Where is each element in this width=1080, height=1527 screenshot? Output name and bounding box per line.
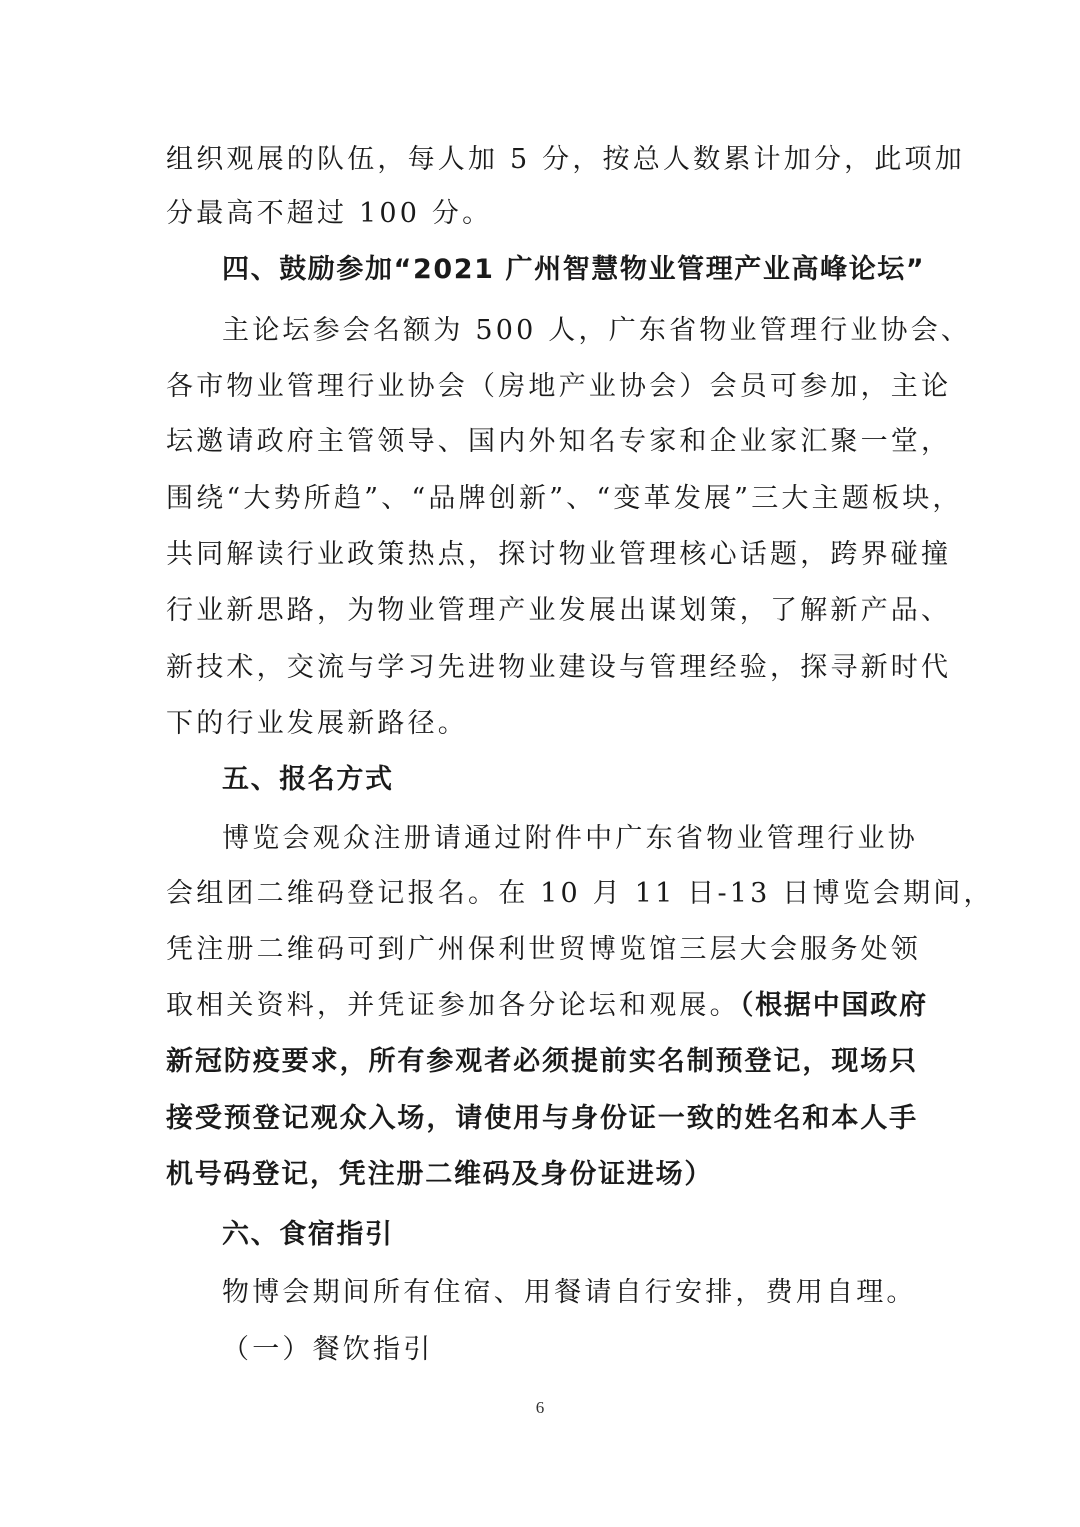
paragraph-line: 主论坛参会名额为 500 人，广东省物业管理行业协会、 <box>222 315 972 346</box>
paragraph-line: 博览会观众注册请通过附件中广东省物业管理行业协 <box>222 823 918 854</box>
normal-text: 取相关资料，并凭证参加各分论坛和观展。 <box>166 990 740 1021</box>
paragraph-line: 物博会期间所有住宿、用餐请自行安排，费用自理。 <box>222 1277 917 1308</box>
subsection-heading: （一）餐饮指引 <box>222 1334 434 1365</box>
paragraph-line: 围绕“大势所趋”、“品牌创新”、“变革发展”三大主题板块， <box>166 483 963 514</box>
section-heading-4: 四、鼓励参加“2021 广州智慧物业管理产业高峰论坛” <box>222 254 926 285</box>
page-number: 6 <box>535 1398 545 1417</box>
paragraph-line: 新技术，交流与学习先进物业建设与管理经验，探寻新时代 <box>166 652 952 683</box>
paragraph-line: 共同解读行业政策热点，探讨物业管理核心话题，跨界碰撞 <box>166 539 952 570</box>
bold-text: （根据中国政府 <box>739 990 928 1021</box>
paragraph-line: 组织观展的队伍，每人加 5 分，按总人数累计加分，此项加 <box>166 144 965 175</box>
paragraph-line-mixed <box>166 988 928 1024</box>
paragraph-line: 各市物业管理行业协会（房地产业协会）会员可参加，主论 <box>166 371 952 402</box>
bold-paragraph-line: 新冠防疫要求，所有参观者必须提前实名制预登记，现场只 <box>166 1046 918 1077</box>
bold-paragraph-line: 机号码登记，凭注册二维码及身份证进场） <box>166 1159 714 1190</box>
paragraph-line: 行业新思路，为物业管理产业发展出谋划策，了解新产品、 <box>166 595 952 626</box>
paragraph-line: 会组团二维码登记报名。在 10 月 11 日-13 日博览会期间， <box>166 878 994 909</box>
paragraph-line: 凭注册二维码可到广州保利世贸博览馆三层大会服务处领 <box>166 934 921 965</box>
paragraph-line: 下的行业发展新路径。 <box>166 708 468 739</box>
bold-paragraph-line: 接受预登记观众入场，请使用与身份证一致的姓名和本人手 <box>166 1103 918 1134</box>
section-heading-6: 六、食宿指引 <box>222 1219 394 1250</box>
paragraph-line: 分最高不超过 100 分。 <box>166 198 493 229</box>
paragraph-line: 坛邀请政府主管领导、国内外知名专家和企业家汇聚一堂， <box>166 426 952 457</box>
section-heading-5: 五、报名方式 <box>222 764 394 795</box>
